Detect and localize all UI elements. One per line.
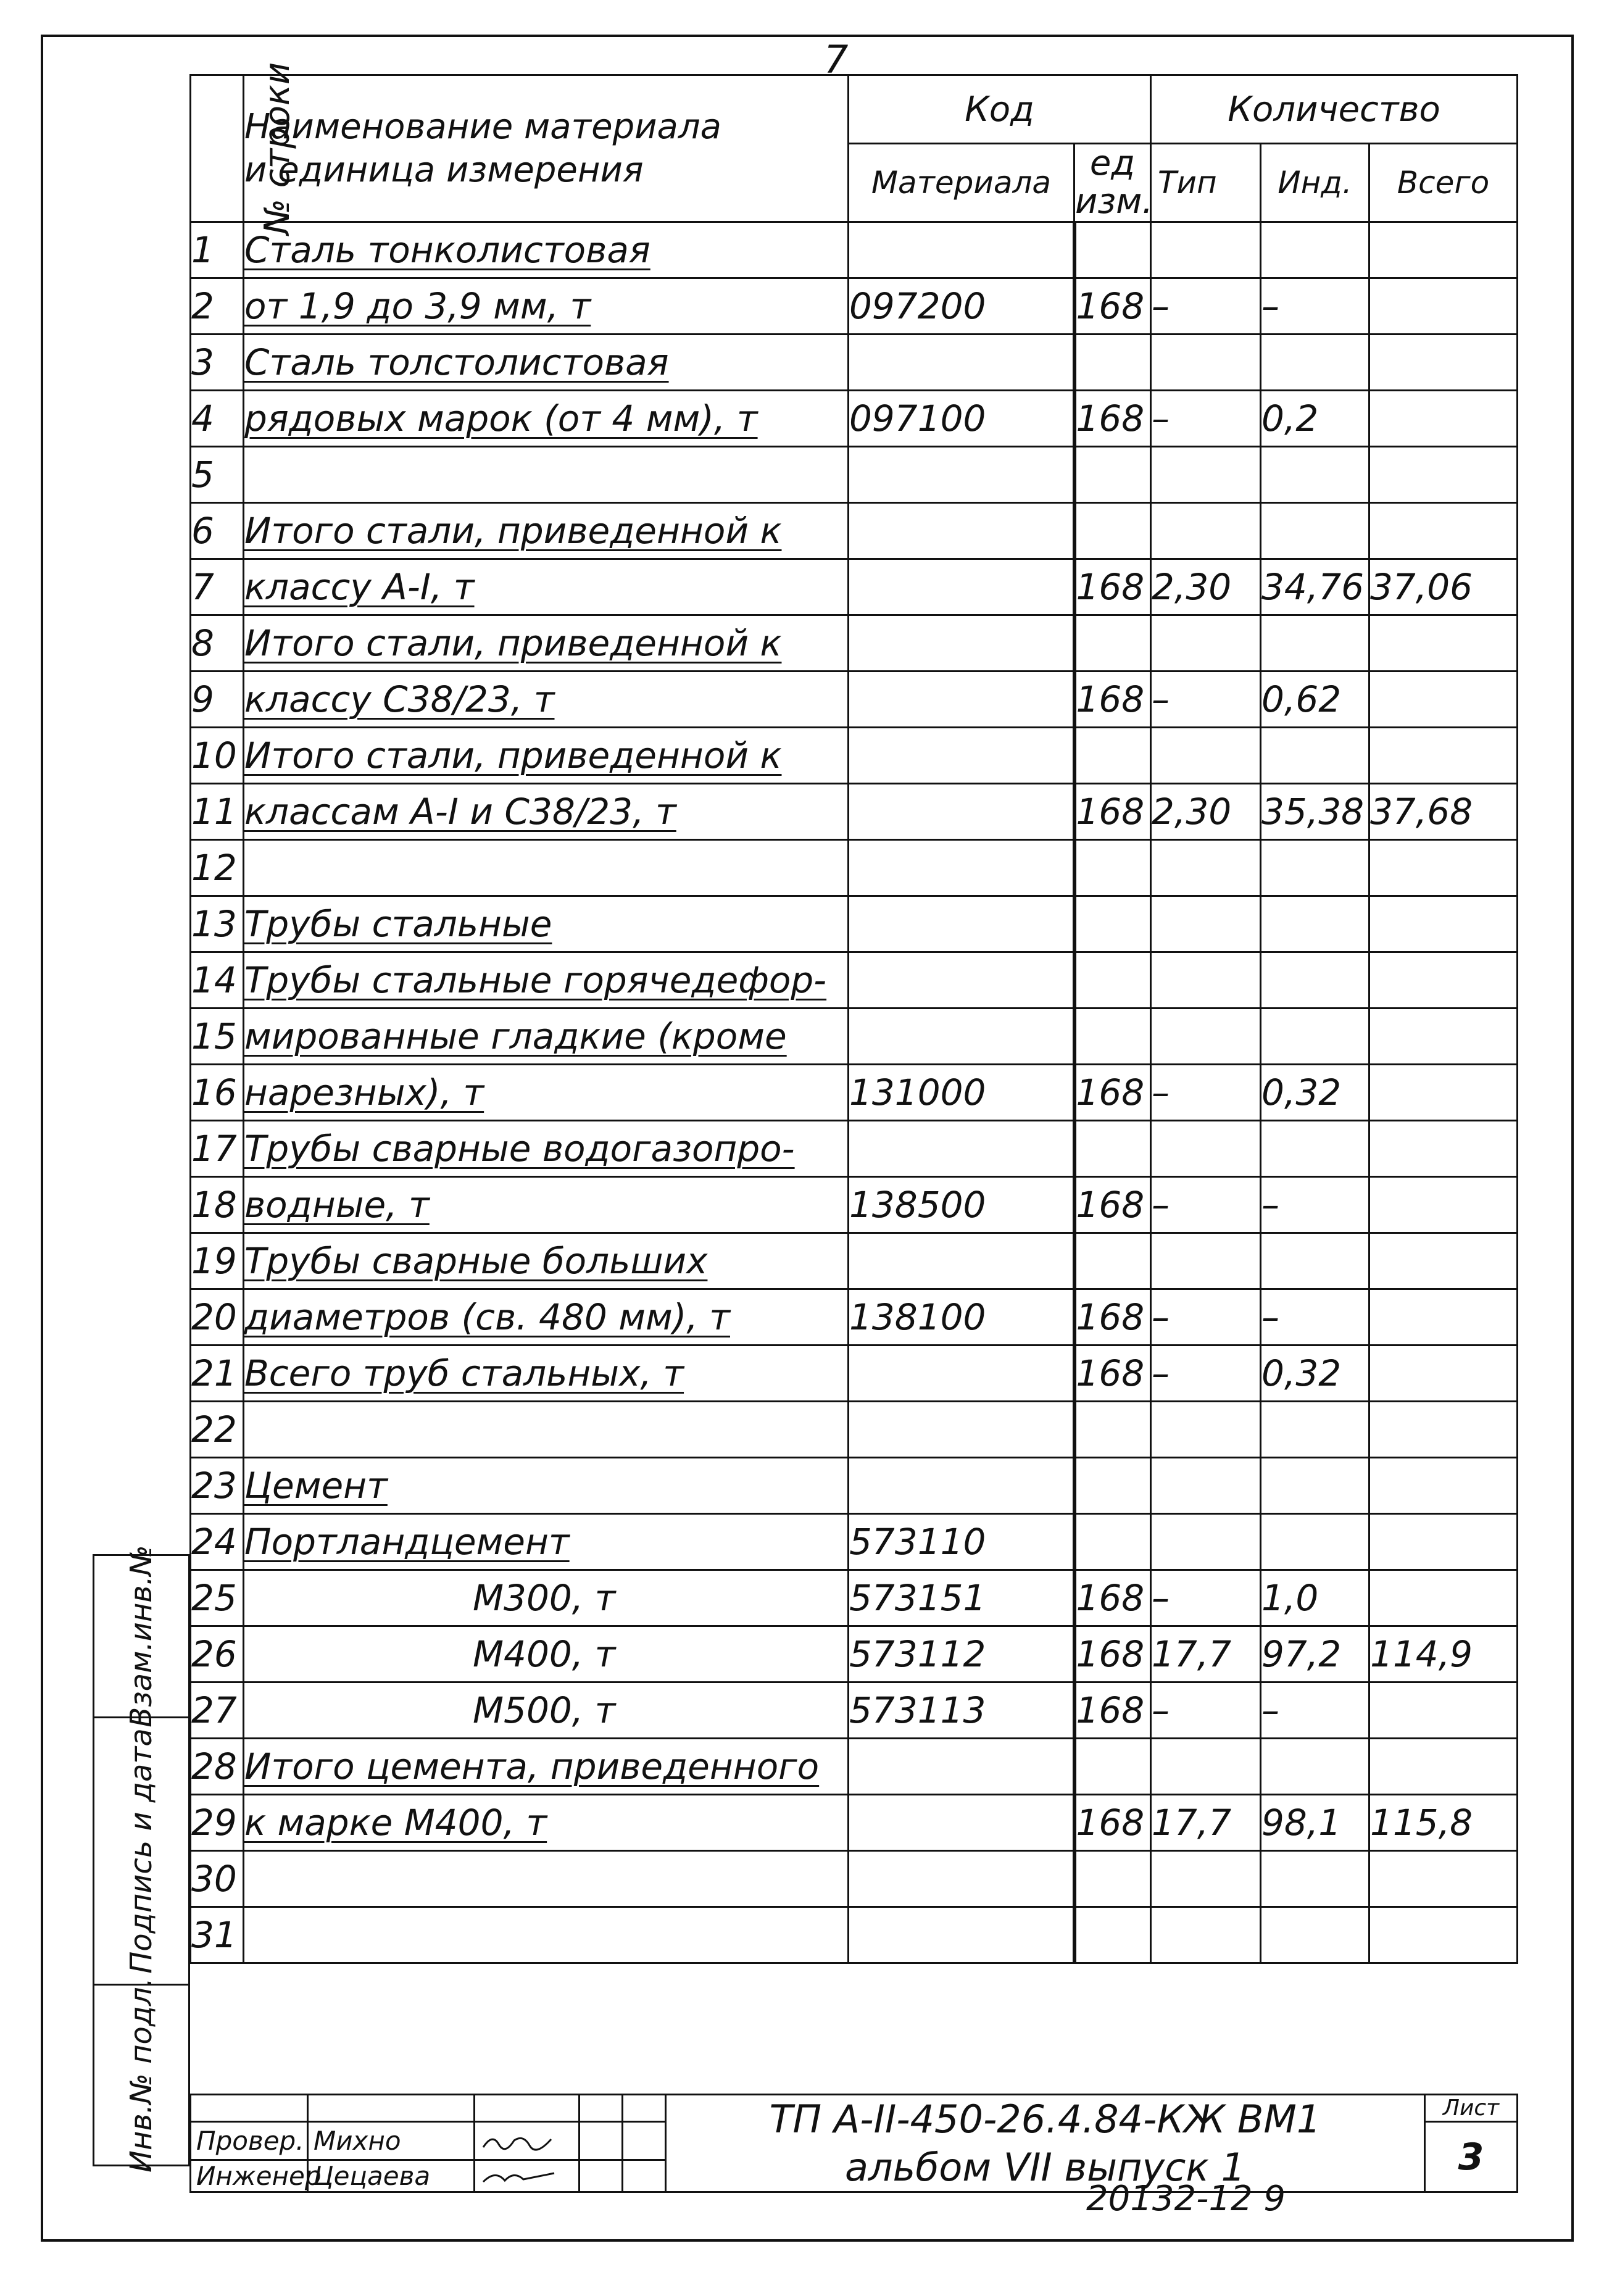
qty-total: 37,06: [1369, 559, 1518, 615]
material-name: мированные гладкие (кроме: [244, 1009, 849, 1065]
row-number: 2: [191, 278, 244, 335]
unit-code: [1074, 840, 1151, 896]
materials-table: [189, 62, 1518, 1964]
row-number: 9: [191, 672, 244, 728]
row-number: 11: [191, 784, 244, 840]
qty-type: 17,7: [1151, 1626, 1261, 1682]
qty-ind: 1,0: [1261, 1570, 1369, 1626]
table-row: [191, 1065, 1518, 1121]
unit-code: [1074, 728, 1151, 784]
qty-ind: 34,76: [1261, 559, 1369, 615]
checker-role: Провер.: [191, 2122, 308, 2160]
qty-total: [1369, 1121, 1518, 1177]
material-name: [244, 447, 849, 503]
row-number: 3: [191, 335, 244, 391]
qty-total: [1369, 222, 1518, 278]
material-name: Сталь толстолистовая: [244, 335, 849, 391]
material-code: [849, 447, 1074, 503]
material-name: Всего труб стальных, т: [244, 1346, 849, 1402]
table-row: [191, 1346, 1518, 1402]
material-code: [849, 1458, 1074, 1514]
qty-ind: [1261, 1851, 1369, 1907]
qty-total: [1369, 1907, 1518, 1963]
table-row: [191, 1458, 1518, 1514]
table-row: [191, 840, 1518, 896]
unit-code: [1074, 1907, 1151, 1963]
title-block: [189, 2094, 1516, 2191]
material-code: 573110: [849, 1514, 1074, 1570]
unit-code: [1074, 1458, 1151, 1514]
unit-code: 168: [1074, 672, 1151, 728]
qty-total: [1369, 1346, 1518, 1402]
unit-code: 168: [1074, 1065, 1151, 1121]
qty-ind: –: [1261, 278, 1369, 335]
table-row: [191, 672, 1518, 728]
row-number: 24: [191, 1514, 244, 1570]
unit-code: [1074, 335, 1151, 391]
qty-total: [1369, 1682, 1518, 1739]
table-row: [191, 559, 1518, 615]
material-code: [849, 672, 1074, 728]
qty-ind: [1261, 952, 1369, 1009]
material-name: Итого цемента, приведенного: [244, 1739, 849, 1795]
material-name: нарезных), т: [244, 1065, 849, 1121]
row-number: 13: [191, 896, 244, 952]
material-code: [849, 896, 1074, 952]
qty-type: [1151, 222, 1261, 278]
row-number: 17: [191, 1121, 244, 1177]
qty-ind: [1261, 728, 1369, 784]
material-code: 097100: [849, 391, 1074, 447]
table-row: [191, 1739, 1518, 1795]
qty-total: 115,8: [1369, 1795, 1518, 1851]
unit-code: [1074, 952, 1151, 1009]
qty-ind: [1261, 896, 1369, 952]
row-number: 18: [191, 1177, 244, 1233]
qty-type: [1151, 1514, 1261, 1570]
row-number: 8: [191, 615, 244, 672]
qty-type: –: [1151, 278, 1261, 335]
material-name: Цемент: [244, 1458, 849, 1514]
table-row: [191, 1851, 1518, 1907]
qty-ind: [1261, 1233, 1369, 1289]
material-name: рядовых марок (от 4 мм), т: [244, 391, 849, 447]
material-code: 138100: [849, 1289, 1074, 1346]
material-name: Итого стали, приведенной к: [244, 503, 849, 559]
row-number: 14: [191, 952, 244, 1009]
qty-total: [1369, 503, 1518, 559]
row-number: 23: [191, 1458, 244, 1514]
material-name: М300, т: [244, 1570, 849, 1626]
unit-code: [1074, 1402, 1151, 1458]
table-row: [191, 447, 1518, 503]
material-name: Сталь тонколистовая: [244, 222, 849, 278]
qty-ind: [1261, 1739, 1369, 1795]
unit-code: 168: [1074, 1289, 1151, 1346]
row-number: 26: [191, 1626, 244, 1682]
material-code: [849, 222, 1074, 278]
material-name: Трубы сварные водогазопро-: [244, 1121, 849, 1177]
qty-type: 2,30: [1151, 559, 1261, 615]
material-code: [849, 1851, 1074, 1907]
unit-code: [1074, 1233, 1151, 1289]
material-name: [244, 1851, 849, 1907]
material-name: классу С38/23, т: [244, 672, 849, 728]
qty-type: –: [1151, 1065, 1261, 1121]
material-code: [849, 1009, 1074, 1065]
unit-code: 168: [1074, 784, 1151, 840]
table-row: [191, 1121, 1518, 1177]
material-code: [849, 1739, 1074, 1795]
qty-type: –: [1151, 1346, 1261, 1402]
qty-total: [1369, 952, 1518, 1009]
unit-code: 168: [1074, 278, 1151, 335]
material-code: [849, 1907, 1074, 1963]
unit-code: [1074, 1121, 1151, 1177]
table-row: [191, 1514, 1518, 1570]
row-number: 22: [191, 1402, 244, 1458]
unit-code: [1074, 1739, 1151, 1795]
unit-code: [1074, 447, 1151, 503]
unit-code: 168: [1074, 1346, 1151, 1402]
row-number: 7: [191, 559, 244, 615]
qty-ind: [1261, 1514, 1369, 1570]
unit-code: [1074, 222, 1151, 278]
material-code: 097200: [849, 278, 1074, 335]
material-code: [849, 1346, 1074, 1402]
table-row: [191, 335, 1518, 391]
unit-code: 168: [1074, 1626, 1151, 1682]
materials-sheet: [189, 62, 1516, 2111]
qty-type: [1151, 1907, 1261, 1963]
table-row: [191, 1907, 1518, 1963]
qty-total: [1369, 896, 1518, 952]
qty-ind: 0,2: [1261, 391, 1369, 447]
qty-ind: [1261, 1402, 1369, 1458]
material-code: [849, 1121, 1074, 1177]
table-row: [191, 952, 1518, 1009]
unit-code: 168: [1074, 391, 1151, 447]
material-name: Трубы стальные: [244, 896, 849, 952]
qty-type: [1151, 1402, 1261, 1458]
material-code: 131000: [849, 1065, 1074, 1121]
qty-ind: –: [1261, 1177, 1369, 1233]
qty-type: –: [1151, 672, 1261, 728]
qty-total: [1369, 1458, 1518, 1514]
qty-total: [1369, 840, 1518, 896]
qty-ind: –: [1261, 1289, 1369, 1346]
unit-code: [1074, 615, 1151, 672]
unit-code: 168: [1074, 1795, 1151, 1851]
qty-ind: [1261, 840, 1369, 896]
table-row: [191, 1570, 1518, 1626]
material-name: водные, т: [244, 1177, 849, 1233]
qty-type: –: [1151, 1177, 1261, 1233]
material-code: [849, 559, 1074, 615]
qty-type: 2,30: [1151, 784, 1261, 840]
table-row: [191, 1795, 1518, 1851]
qty-ind: 0,32: [1261, 1346, 1369, 1402]
material-name: М400, т: [244, 1626, 849, 1682]
row-number: 21: [191, 1346, 244, 1402]
qty-ind: [1261, 447, 1369, 503]
engineer-role: Инженер: [191, 2160, 308, 2192]
qty-type: [1151, 1458, 1261, 1514]
row-number: 31: [191, 1907, 244, 1963]
qty-type: [1151, 840, 1261, 896]
material-code: [849, 335, 1074, 391]
qty-total: [1369, 672, 1518, 728]
qty-type: [1151, 503, 1261, 559]
material-name: Трубы стальные горячедефор-: [244, 952, 849, 1009]
table-row: [191, 503, 1518, 559]
row-number: 28: [191, 1739, 244, 1795]
material-name: диаметров (св. 480 мм), т: [244, 1289, 849, 1346]
qty-ind: [1261, 1121, 1369, 1177]
material-name: Итого стали, приведенной к: [244, 615, 849, 672]
row-number: 10: [191, 728, 244, 784]
qty-ind: 35,38: [1261, 784, 1369, 840]
material-code: 573112: [849, 1626, 1074, 1682]
material-name: [244, 840, 849, 896]
qty-total: [1369, 1402, 1518, 1458]
material-code: [849, 784, 1074, 840]
qty-total: 114,9: [1369, 1626, 1518, 1682]
qty-total: [1369, 1065, 1518, 1121]
table-row: [191, 1177, 1518, 1233]
qty-ind: [1261, 1009, 1369, 1065]
row-number: 30: [191, 1851, 244, 1907]
material-code: [849, 1795, 1074, 1851]
unit-code: [1074, 1851, 1151, 1907]
material-code: [849, 952, 1074, 1009]
total-header: Всего: [1369, 144, 1518, 222]
document-code: ТП А-II-450-26.4.84-КЖ ВМ1 альбом VII выпуск 1: [666, 2095, 1425, 2192]
checker-name: Михно: [308, 2122, 475, 2160]
material-code: [849, 1402, 1074, 1458]
material-name: Портландцемент: [244, 1514, 849, 1570]
qty-total: [1369, 1851, 1518, 1907]
qty-total: [1369, 335, 1518, 391]
engineer-name: Цецаева: [308, 2160, 475, 2192]
qty-type: –: [1151, 1289, 1261, 1346]
row-number: 20: [191, 1289, 244, 1346]
code-header: Код: [849, 75, 1151, 144]
qty-type: [1151, 1009, 1261, 1065]
unit-code: [1074, 896, 1151, 952]
qty-total: [1369, 1177, 1518, 1233]
qty-type: [1151, 1233, 1261, 1289]
material-name: классам А-I и С38/23, т: [244, 784, 849, 840]
qty-type: [1151, 615, 1261, 672]
row-number: 27: [191, 1682, 244, 1739]
qty-type: [1151, 896, 1261, 952]
checker-signature: [475, 2122, 580, 2160]
material-name: к марке М400, т: [244, 1795, 849, 1851]
qty-total: [1369, 447, 1518, 503]
row-number: 19: [191, 1233, 244, 1289]
table-row: [191, 1289, 1518, 1346]
sheet-label: Лист: [1425, 2095, 1518, 2122]
page-number: 7: [824, 37, 849, 82]
qty-ind: [1261, 1458, 1369, 1514]
qty-total: [1369, 1739, 1518, 1795]
qty-ind: –: [1261, 1682, 1369, 1739]
unit-code: [1074, 1514, 1151, 1570]
qty-total: [1369, 278, 1518, 335]
material-name: [244, 1907, 849, 1963]
qty-type: [1151, 728, 1261, 784]
qty-type: [1151, 335, 1261, 391]
unit-code: 168: [1074, 1570, 1151, 1626]
archive-number: 20132-12 9: [1086, 2179, 1286, 2219]
qty-type: [1151, 1121, 1261, 1177]
row-number: 5: [191, 447, 244, 503]
qty-total: 37,68: [1369, 784, 1518, 840]
unit-code: [1074, 503, 1151, 559]
material-code: [849, 1233, 1074, 1289]
table-row: [191, 1682, 1518, 1739]
qty-ind: [1261, 615, 1369, 672]
qty-type: [1151, 1739, 1261, 1795]
qty-total: [1369, 391, 1518, 447]
row-number: 6: [191, 503, 244, 559]
table-row: [191, 1626, 1518, 1682]
material-code-header: Материала: [849, 144, 1074, 222]
quantity-header: Количество: [1151, 75, 1518, 144]
qty-type: [1151, 952, 1261, 1009]
material-code: 138500: [849, 1177, 1074, 1233]
qty-total: [1369, 615, 1518, 672]
material-code: [849, 840, 1074, 896]
qty-total: [1369, 1514, 1518, 1570]
qty-ind: 97,2: [1261, 1626, 1369, 1682]
approval-strip: [93, 1545, 190, 2173]
qty-type: [1151, 1851, 1261, 1907]
qty-ind: [1261, 335, 1369, 391]
material-code: 573113: [849, 1682, 1074, 1739]
qty-total: [1369, 728, 1518, 784]
row-number: 16: [191, 1065, 244, 1121]
inv-replace-cell: Взам.инв.№: [94, 1555, 189, 1718]
qty-type: –: [1151, 1682, 1261, 1739]
row-number: 25: [191, 1570, 244, 1626]
sign-date-cell: Подпись и дата: [94, 1718, 189, 1985]
table-row: [191, 1233, 1518, 1289]
table-row: [191, 784, 1518, 840]
qty-ind: [1261, 1907, 1369, 1963]
table-row: [191, 1402, 1518, 1458]
qty-ind: 98,1: [1261, 1795, 1369, 1851]
material-code: [849, 728, 1074, 784]
table-row: [191, 391, 1518, 447]
qty-type: –: [1151, 1570, 1261, 1626]
qty-ind: [1261, 222, 1369, 278]
material-name: Итого стали, приведенной к: [244, 728, 849, 784]
qty-ind: 0,32: [1261, 1065, 1369, 1121]
material-name: классу А-I, т: [244, 559, 849, 615]
unit-code: 168: [1074, 559, 1151, 615]
table-row: [191, 1009, 1518, 1065]
inv-orig-cell: Инв.№ подл.: [94, 1985, 189, 2166]
row-number: 12: [191, 840, 244, 896]
material-name: [244, 1402, 849, 1458]
unit-code: 168: [1074, 1177, 1151, 1233]
table-row: [191, 728, 1518, 784]
qty-ind: 0,62: [1261, 672, 1369, 728]
unit-code: [1074, 1009, 1151, 1065]
material-code: [849, 615, 1074, 672]
row-number: 1: [191, 222, 244, 278]
qty-total: [1369, 1233, 1518, 1289]
row-number-header: № строки: [191, 75, 244, 222]
engineer-signature: [475, 2160, 580, 2192]
type-header: Тип: [1151, 144, 1261, 222]
table-row: [191, 896, 1518, 952]
ind-header: Инд.: [1261, 144, 1369, 222]
material-name: Трубы сварные больших: [244, 1233, 849, 1289]
material-name: М500, т: [244, 1682, 849, 1739]
qty-ind: [1261, 503, 1369, 559]
row-number: 15: [191, 1009, 244, 1065]
qty-type: [1151, 447, 1261, 503]
material-name: от 1,9 до 3,9 мм, т: [244, 278, 849, 335]
qty-total: [1369, 1289, 1518, 1346]
sheet-number: 3: [1425, 2122, 1518, 2192]
qty-type: 17,7: [1151, 1795, 1261, 1851]
material-code: [849, 503, 1074, 559]
material-code: 573151: [849, 1570, 1074, 1626]
qty-total: [1369, 1570, 1518, 1626]
qty-type: –: [1151, 391, 1261, 447]
row-number: 4: [191, 391, 244, 447]
table-row: [191, 222, 1518, 278]
table-row: [191, 615, 1518, 672]
table-row: [191, 278, 1518, 335]
unit-header: ед изм.: [1075, 143, 1153, 222]
row-number: 29: [191, 1795, 244, 1851]
unit-code: 168: [1074, 1682, 1151, 1739]
material-name-header: Наименование материала и единица измерения: [244, 75, 849, 222]
qty-total: [1369, 1009, 1518, 1065]
